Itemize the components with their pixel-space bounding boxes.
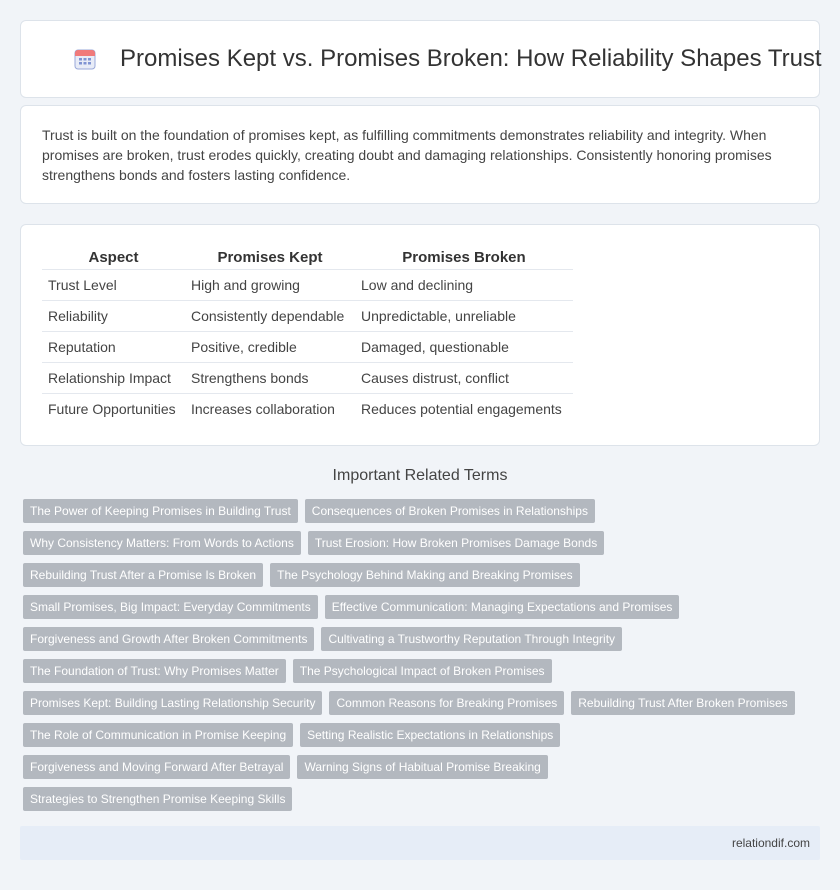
table-cell: Reduces potential engagements — [355, 394, 573, 425]
table-row — [42, 394, 573, 425]
table-header-row — [42, 247, 573, 270]
table-cell: Trust Level — [42, 270, 185, 301]
related-term-tag[interactable]: Warning Signs of Habitual Promise Breaking — [297, 755, 547, 779]
table-cell: High and growing — [185, 270, 355, 301]
related-terms-title: Important Related Terms — [332, 467, 508, 484]
related-terms-list — [23, 499, 803, 811]
table-cell: Reliability — [42, 301, 185, 332]
table-cell: Relationship Impact — [42, 363, 185, 394]
footer-site-link[interactable]: relationdif.com — [731, 836, 810, 850]
related-term-tag[interactable]: Consequences of Broken Promises in Relationships — [305, 499, 595, 523]
related-term-tag[interactable]: The Psychological Impact of Broken Promises — [293, 659, 552, 683]
related-term-tag[interactable]: Common Reasons for Breaking Promises — [329, 691, 564, 715]
related-term-tag[interactable]: Small Promises, Big Impact: Everyday Commitments — [23, 595, 318, 619]
table-cell: Strengthens bonds — [185, 363, 355, 394]
related-term-tag[interactable]: The Psychology Behind Making and Breaking Promises — [270, 563, 580, 587]
table-cell: Unpredictable, unreliable — [355, 301, 573, 332]
table-row — [42, 363, 573, 394]
related-term-tag[interactable]: Rebuilding Trust After Broken Promises — [571, 691, 794, 715]
related-term-tag[interactable]: Forgiveness and Moving Forward After Betrayal — [23, 755, 290, 779]
header-promises-kept: Promises Kept — [217, 249, 323, 266]
related-term-tag[interactable]: Cultivating a Trustworthy Reputation Through Integrity — [321, 627, 622, 651]
intro-text: Trust is built on the foundation of promises kept, as fulfilling commitments demonstrates reliability and integrity. When promises are broken, trust erodes quickly, creating doubt and damaging relationships. Consistently honoring promises strengthens bonds and fosters lasting confidence. — [42, 127, 772, 183]
table-cell: Positive, credible — [185, 332, 355, 363]
related-term-tag[interactable]: Why Consistency Matters: From Words to Actions — [23, 531, 301, 555]
related-term-tag[interactable]: Trust Erosion: How Broken Promises Damage Bonds — [308, 531, 604, 555]
table-cell: Low and declining — [355, 270, 573, 301]
intro-card — [20, 105, 820, 204]
table-cell: Reputation — [42, 332, 185, 363]
related-term-tag[interactable]: Setting Realistic Expectations in Relationships — [300, 723, 560, 747]
related-term-tag[interactable]: Strategies to Strengthen Promise Keeping Skills — [23, 787, 292, 811]
related-term-tag[interactable]: The Foundation of Trust: Why Promises Matter — [23, 659, 286, 683]
calendar-icon — [73, 47, 97, 71]
comparison-table — [42, 247, 573, 425]
page-footer — [20, 826, 820, 860]
header-aspect: Aspect — [88, 249, 139, 266]
comparison-card — [20, 224, 820, 446]
related-term-tag[interactable]: Rebuilding Trust After a Promise Is Broken — [23, 563, 263, 587]
table-cell: Damaged, questionable — [355, 332, 573, 363]
page-title: Promises Kept vs. Promises Broken: How Reliability Shapes Trust — [120, 45, 822, 72]
table-cell: Consistently dependable — [185, 301, 355, 332]
related-term-tag[interactable]: Effective Communication: Managing Expectations and Promises — [325, 595, 680, 619]
table-row — [42, 270, 573, 301]
table-cell: Causes distrust, conflict — [355, 363, 573, 394]
page-header — [20, 20, 820, 98]
table-cell: Future Opportunities — [42, 394, 185, 425]
header-promises-broken: Promises Broken — [402, 249, 526, 266]
table-row — [42, 301, 573, 332]
related-term-tag[interactable]: The Role of Communication in Promise Keeping — [23, 723, 293, 747]
related-term-tag[interactable]: Forgiveness and Growth After Broken Commitments — [23, 627, 314, 651]
table-cell: Increases collaboration — [185, 394, 355, 425]
related-term-tag[interactable]: Promises Kept: Building Lasting Relationship Security — [23, 691, 322, 715]
table-row — [42, 332, 573, 363]
related-term-tag[interactable]: The Power of Keeping Promises in Building Trust — [23, 499, 298, 523]
